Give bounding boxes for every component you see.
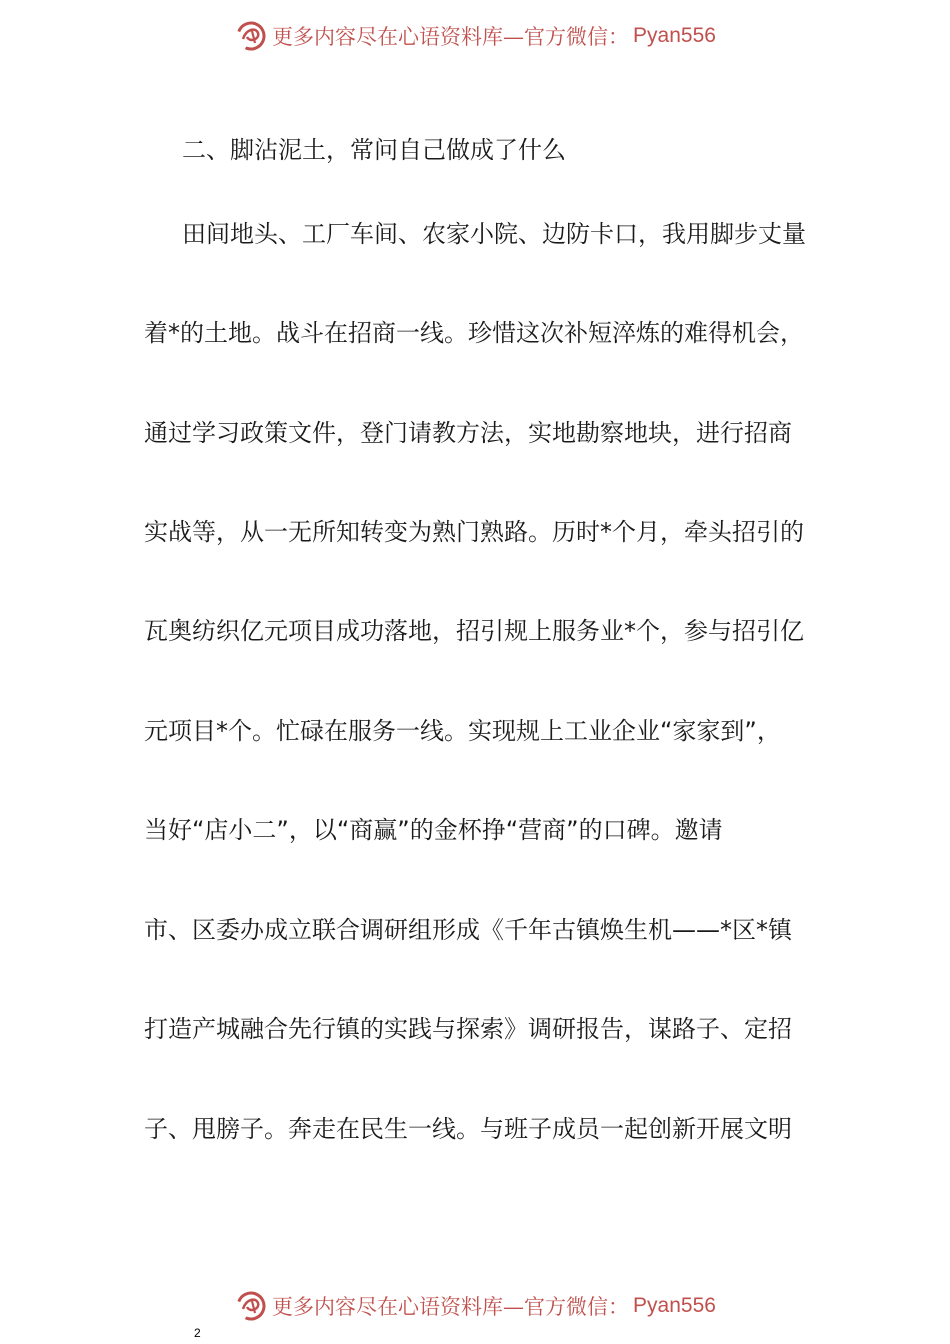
paragraph-line: 通过学习政策文件，登门请教方法，实地勘察地块，进行招商 bbox=[144, 419, 792, 447]
watermark-wechat-handle: Pyan556 bbox=[633, 24, 716, 47]
paragraph-line: 元项目*个。忙碌在服务一线。实现规上工业企业“家家到”， bbox=[144, 717, 781, 745]
section-heading: 二、脚沾泥土，常问自己做成了什么 bbox=[182, 136, 566, 164]
paragraph-line: 田间地头、工厂车间、农家小院、边防卡口，我用脚步丈量 bbox=[182, 220, 806, 248]
header-watermark bbox=[0, 16, 950, 56]
watermark-wechat-handle: Pyan556 bbox=[633, 1294, 716, 1317]
paragraph-line: 实战等，从一无所知转变为熟门熟路。历时*个月，牵头招引的 bbox=[144, 518, 804, 546]
paragraph-line: 子、甩膀子。奔走在民生一线。与班子成员一起创新开展文明 bbox=[144, 1115, 792, 1143]
watermark-text: 更多内容尽在心语资料库—官方微信： bbox=[272, 25, 630, 49]
watermark-text: 更多内容尽在心语资料库—官方微信： bbox=[272, 1295, 630, 1319]
watermark-logo-icon bbox=[234, 1289, 268, 1323]
paragraph-line: 打造产城融合先行镇的实践与探索》调研报告，谋路子、定招 bbox=[144, 1015, 792, 1043]
paragraph-line: 瓦奥纺织亿元项目成功落地，招引规上服务业*个，参与招引亿 bbox=[144, 617, 804, 645]
paragraph-line: 市、区委办成立联合调研组形成《千年古镇焕生机——*区*镇 bbox=[144, 916, 792, 944]
watermark-logo-icon bbox=[234, 19, 268, 53]
paragraph-line: 着*的土地。战斗在招商一线。珍惜这次补短淬炼的难得机会， bbox=[144, 319, 804, 347]
page-number: 2 bbox=[194, 1326, 201, 1340]
paragraph-line: 当好“店小二”，以“商赢”的金杯挣“营商”的口碑。邀请 bbox=[144, 816, 723, 844]
footer-watermark bbox=[0, 1286, 950, 1326]
